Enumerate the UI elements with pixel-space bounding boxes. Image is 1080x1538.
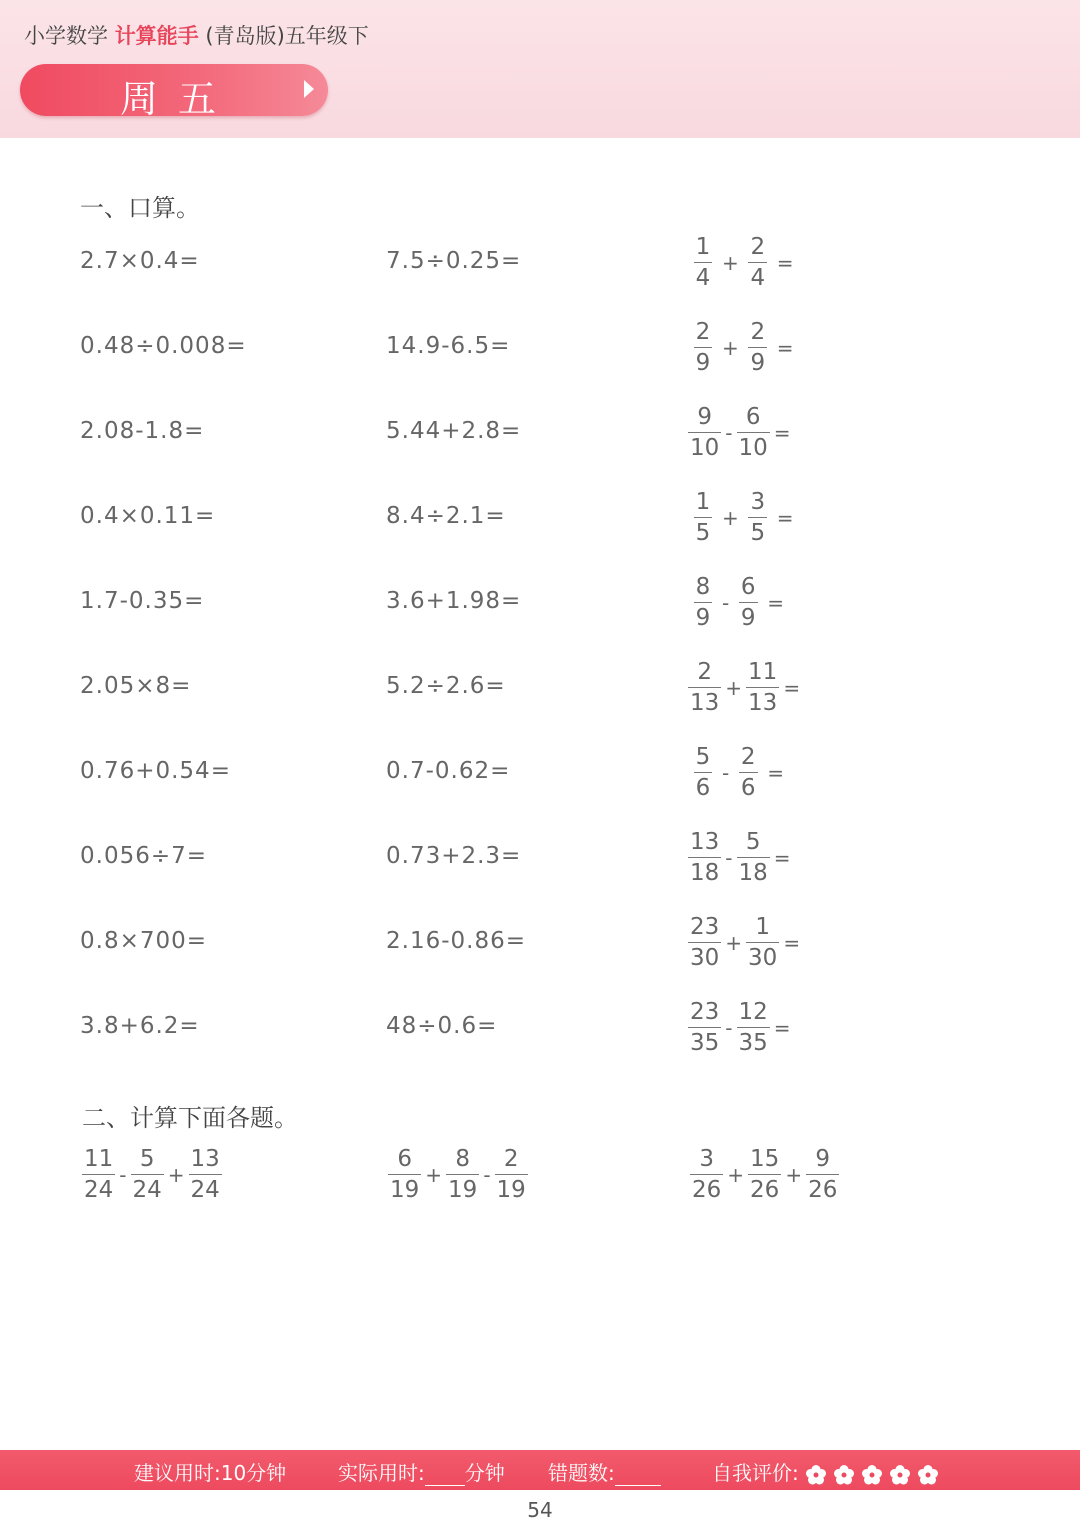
oral-problem: 3.8+6.2=: [80, 1013, 200, 1039]
book-title-prefix: 小学数学: [24, 24, 108, 48]
oral-problem: 2.7×0.4=: [80, 248, 200, 274]
fraction-denominator: 5: [748, 517, 767, 548]
fraction: [388, 1144, 421, 1205]
fraction: [806, 1144, 839, 1205]
fraction-problem: [688, 487, 794, 548]
fraction-numerator: 2: [503, 1146, 519, 1172]
equals-sign: =: [776, 335, 794, 360]
oral-problem: 0.056÷7=: [80, 843, 208, 869]
oral-problem: 0.8×700=: [80, 928, 208, 954]
actual-time-label: 实际用时:: [338, 1461, 425, 1485]
equals-sign: =: [773, 1015, 791, 1040]
fraction-denominator: 30: [746, 942, 779, 973]
fraction-denominator: 5: [694, 517, 713, 548]
fraction-denominator: 26: [806, 1174, 839, 1205]
section2-title: 二、计算下面各题。: [82, 1104, 298, 1132]
fraction: [743, 487, 773, 548]
fraction-denominator: 24: [82, 1174, 115, 1205]
fraction-denominator: 35: [688, 1027, 721, 1058]
fraction-numerator: 6: [397, 1146, 412, 1172]
oral-problem: 0.48÷0.008=: [80, 333, 247, 359]
fraction-numerator: 15: [750, 1146, 780, 1172]
oral-problem: 2.05×8=: [80, 673, 192, 699]
oral-problem: 0.73+2.3=: [386, 843, 522, 869]
fraction-denominator: 4: [748, 262, 767, 293]
fraction-numerator: 23: [690, 914, 720, 940]
suggested-time: 建议用时:10分钟: [134, 1461, 287, 1485]
fraction: [733, 742, 763, 803]
equals-sign: =: [783, 675, 801, 700]
fraction: [733, 572, 763, 633]
oral-problem: 5.44+2.8=: [386, 418, 522, 444]
oral-problem: 5.2÷2.6=: [386, 673, 506, 699]
operator: -: [725, 845, 733, 870]
oral-problem: 14.9-6.5=: [386, 333, 511, 359]
operator: -: [725, 1015, 733, 1040]
fraction-numerator: 8: [455, 1146, 470, 1172]
fraction-numerator: 2: [697, 659, 712, 685]
fraction-numerator: 9: [697, 404, 712, 430]
oral-problem: 0.7-0.62=: [386, 758, 511, 784]
fraction-numerator: 8: [695, 574, 711, 600]
fraction: [688, 827, 721, 888]
compound-fraction-problem: [82, 1144, 222, 1205]
fraction-denominator: 24: [189, 1174, 222, 1205]
oral-problem: 48÷0.6=: [386, 1013, 498, 1039]
fraction-numerator: 5: [745, 829, 761, 855]
flower-icon[interactable]: [917, 1464, 939, 1486]
fraction: [737, 402, 770, 463]
actual-time-unit: 分钟: [464, 1461, 505, 1485]
error-count: [548, 1457, 661, 1486]
fraction-denominator: 35: [737, 1027, 770, 1058]
section1-title: 一、口算。: [80, 194, 200, 222]
fraction: [743, 317, 773, 378]
fraction-denominator: 4: [694, 262, 713, 293]
book-title-accent: 计算能手: [114, 24, 199, 48]
fraction: [189, 1144, 222, 1205]
fraction-denominator: 19: [388, 1174, 421, 1205]
equals-sign: =: [767, 760, 784, 785]
fraction: [748, 1144, 781, 1205]
fraction-denominator: 26: [690, 1174, 723, 1205]
equals-sign: =: [767, 590, 784, 615]
fraction: [82, 1144, 115, 1205]
operator: -: [722, 760, 730, 785]
fraction-numerator: 13: [190, 1146, 220, 1172]
play-arrow-icon: [304, 80, 314, 98]
operator: +: [725, 930, 743, 955]
fraction-denominator: 19: [495, 1174, 528, 1205]
fraction-problem: [688, 912, 800, 973]
day-label: 周五: [120, 77, 237, 121]
fraction: [495, 1144, 528, 1205]
fraction-numerator: 2: [695, 319, 711, 345]
fraction-denominator: 9: [694, 347, 713, 378]
actual-time-blank[interactable]: [425, 1485, 465, 1486]
fraction-problem: [688, 657, 800, 718]
fraction: [688, 657, 721, 718]
self-evaluation: [712, 1457, 939, 1486]
self-eval-label: 自我评价:: [712, 1461, 799, 1485]
fraction-problem: [688, 997, 791, 1058]
operator: +: [727, 1162, 745, 1187]
page-number: 54: [527, 1498, 553, 1522]
fraction-problem: [688, 402, 791, 463]
errors-blank[interactable]: [615, 1485, 661, 1486]
fraction-denominator: 13: [688, 687, 721, 718]
fraction-numerator: 5: [695, 744, 711, 770]
operator: +: [722, 505, 739, 530]
fraction-numerator: 11: [84, 1146, 114, 1172]
fraction-denominator: 26: [748, 1174, 781, 1205]
fraction-denominator: 9: [739, 602, 758, 633]
fraction: [737, 997, 770, 1058]
fraction-denominator: 10: [688, 432, 721, 463]
fraction-numerator: 6: [745, 404, 761, 430]
operator: +: [785, 1162, 803, 1187]
equals-sign: =: [773, 420, 791, 445]
fraction: [688, 997, 721, 1058]
fraction-denominator: 18: [688, 857, 721, 888]
oral-problem: 2.16-0.86=: [386, 928, 526, 954]
compound-fraction-problem: [388, 1144, 528, 1205]
book-title-suffix: (青岛版)五年级下: [205, 24, 369, 48]
fraction: [688, 742, 718, 803]
fraction-denominator: 6: [694, 772, 713, 803]
fraction-numerator: 2: [740, 744, 756, 770]
fraction-numerator: 3: [699, 1146, 714, 1172]
fraction: [737, 827, 770, 888]
operator: +: [722, 250, 739, 275]
oral-problem: 1.7-0.35=: [80, 588, 205, 614]
flower-icon[interactable]: [861, 1464, 883, 1486]
fraction-denominator: 19: [446, 1174, 479, 1205]
fraction-denominator: 10: [737, 432, 770, 463]
errors-label: 错题数:: [548, 1461, 615, 1485]
fraction-problem: [688, 232, 794, 293]
oral-problem: 2.08-1.8=: [80, 418, 205, 444]
fraction: [688, 317, 718, 378]
flower-icon[interactable]: [889, 1464, 911, 1486]
fraction-problem: [688, 742, 784, 803]
operator: +: [722, 335, 739, 360]
fraction-numerator: 2: [750, 234, 766, 260]
fraction: [131, 1144, 164, 1205]
fraction: [688, 487, 718, 548]
operator: -: [119, 1162, 127, 1187]
fraction-numerator: 1: [755, 914, 770, 940]
flower-icon[interactable]: [805, 1464, 827, 1486]
fraction-problem: [688, 827, 791, 888]
fraction-numerator: 13: [690, 829, 720, 855]
fraction-numerator: 23: [690, 999, 720, 1025]
fraction-denominator: 30: [688, 942, 721, 973]
fraction-problem: [688, 572, 784, 633]
day-banner: [20, 64, 328, 121]
fraction: [690, 1144, 723, 1205]
fraction: [688, 912, 721, 973]
rating-flowers: [805, 1464, 939, 1486]
fraction-denominator: 13: [746, 687, 779, 718]
operator: +: [725, 675, 743, 700]
compound-fraction-problem: [690, 1144, 839, 1205]
footer-band: [0, 1450, 1080, 1490]
fraction: [746, 912, 779, 973]
equals-sign: =: [783, 930, 801, 955]
fraction: [446, 1144, 479, 1205]
oral-problem: 3.6+1.98=: [386, 588, 522, 614]
fraction-denominator: 9: [694, 602, 713, 633]
fraction: [688, 572, 718, 633]
operator: -: [483, 1162, 491, 1187]
oral-problem: 0.76+0.54=: [80, 758, 231, 784]
book-title: [24, 20, 369, 50]
fraction-numerator: 12: [738, 999, 768, 1025]
fraction-denominator: 24: [131, 1174, 164, 1205]
fraction: [688, 402, 721, 463]
actual-time: [338, 1457, 505, 1486]
fraction-numerator: 1: [695, 489, 711, 515]
fraction: [746, 657, 779, 718]
equals-sign: =: [773, 845, 791, 870]
fraction-denominator: 9: [748, 347, 767, 378]
oral-problem: 0.4×0.11=: [80, 503, 216, 529]
fraction: [743, 232, 773, 293]
flower-icon[interactable]: [833, 1464, 855, 1486]
operator: +: [425, 1162, 443, 1187]
fraction-denominator: 6: [739, 772, 758, 803]
oral-problem: 7.5÷0.25=: [386, 248, 522, 274]
equals-sign: =: [776, 505, 794, 530]
equals-sign: =: [776, 250, 794, 275]
operator: -: [722, 590, 730, 615]
operator: -: [725, 420, 733, 445]
fraction-numerator: 9: [815, 1146, 831, 1172]
fraction-numerator: 5: [139, 1146, 155, 1172]
fraction-numerator: 3: [750, 489, 766, 515]
operator: +: [167, 1162, 185, 1187]
fraction-numerator: 11: [748, 659, 778, 685]
fraction-numerator: 2: [750, 319, 766, 345]
fraction-numerator: 1: [695, 234, 711, 260]
oral-problem: 8.4÷2.1=: [386, 503, 506, 529]
fraction-numerator: 6: [740, 574, 756, 600]
fraction: [688, 232, 718, 293]
fraction-denominator: 18: [737, 857, 770, 888]
fraction-problem: [688, 317, 794, 378]
